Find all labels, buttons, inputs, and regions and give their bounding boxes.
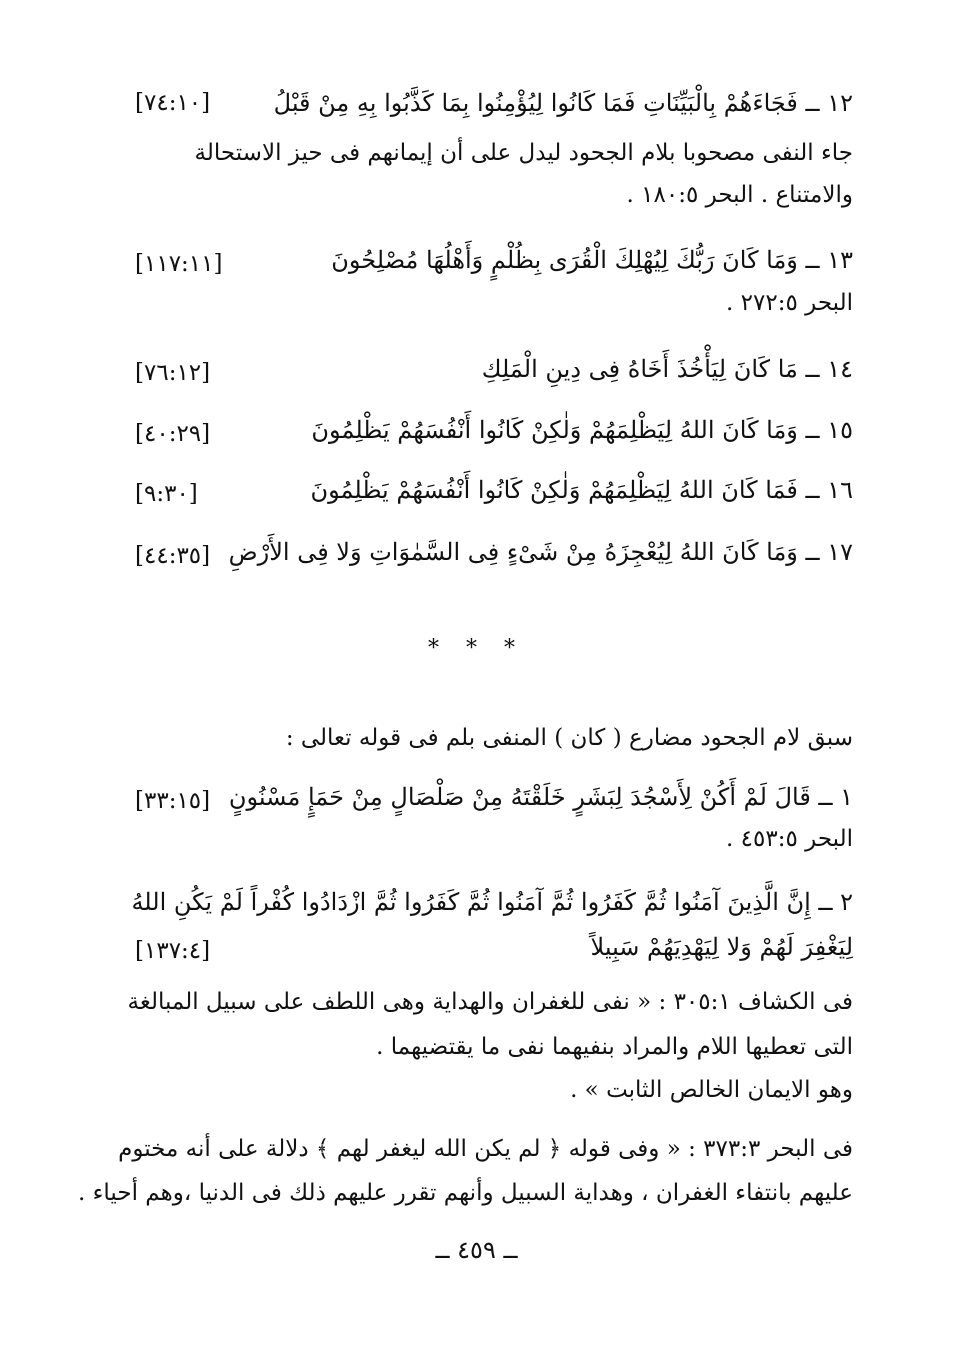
verse-15-text: ١٥ ــ وَمَا كَانَ اللهُ لِيَظْلِمَهُمْ وَلٰكِنْ كَانُوا أَنْفُسَهُمْ يَظْلِمُونَ <box>311 416 853 444</box>
kashshaf-quote-line-2: التى تعطيها اللام والمراد بنفيهما نفى ما يقتضيهما . <box>376 1034 853 1060</box>
verse-16-reference: [٩:٣٠] <box>135 481 198 507</box>
verse-2-line-1: ٢ ــ إِنَّ الَّذِينَ آمَنُوا ثُمَّ كَفَرُوا ثُمَّ آمَنُوا ثُمَّ كَفَرُوا ثُمَّ ازْدَادُوا كُفْراً لَمْ يَكُنِ اللهُ <box>131 888 853 916</box>
section-separator: * * * <box>428 636 525 661</box>
verse-14-reference: [٧٦:١٢] <box>135 360 211 386</box>
verse-12-text: ١٢ ــ فَجَاءَهُمْ بِالْبَيِّنَاتِ فَمَا كَانُوا لِيُؤْمِنُوا بِمَا كَذَّبُوا بِهِ مِنْ قَبْلُ <box>273 89 853 117</box>
verse-16-text: ١٦ ــ فَمَا كَانَ اللهُ لِيَظْلِمَهُمْ وَلٰكِنْ كَانُوا أَنْفُسَهُمْ يَظْلِمُونَ <box>310 476 853 504</box>
page-number: ــ ٤٥٩ ــ <box>435 1236 518 1264</box>
verse-14-text: ١٤ ــ مَا كَانَ لِيَأْخُذَ أَخَاهُ فِى دِينِ الْمَلِكِ <box>481 355 853 383</box>
kashshaf-quote-line-1: فى الكشاف ٣٠٥:١ : « نفى للغفران والهداية وهى اللطف على سبيل المبالغة <box>127 989 853 1015</box>
verse-1-reference: [٣٣:١٥] <box>135 788 211 814</box>
verse-2-line-2: لِيَغْفِرَ لَهُمْ وَلا لِيَهْدِيَهُمْ سَبِيلاً <box>590 933 853 961</box>
verse-12-commentary-line-1: جاء النفى مصحوبا بلام الجحود ليدل على أن إيمانهم فى حيز الاستحالة <box>194 140 853 166</box>
verse-13-source: البحر ٢٧٢:٥ . <box>726 290 853 316</box>
section-intro: سبق لام الجحود مضارع ( كان ) المنفى بلم فى قوله تعالى : <box>285 725 853 751</box>
verse-15-reference: [٤٠:٢٩] <box>135 421 211 447</box>
verse-1-text: ١ ــ قَالَ لَمْ أَكُنْ لِأَسْجُدَ لِبَشَرٍ خَلَقْتَهُ مِنْ صَلْصَالٍ مِنْ حَمَإٍ مَسْنُونٍ <box>228 783 853 811</box>
bahr-quote-line-2: عليهم بانتفاء الغفران ، وهداية السبيل وأنهم تقرر عليهم ذلك فى الدنيا ،وهم أحياء . <box>77 1180 853 1206</box>
verse-2-reference: [١٣٧:٤] <box>135 938 211 964</box>
kashshaf-quote-line-3: وهو الايمان الخالص الثابت » . <box>570 1077 853 1103</box>
verse-12-reference: [٧٤:١٠] <box>135 90 211 116</box>
verse-12-commentary-line-2: والامتناع . البحر ١٨٠:٥ . <box>626 182 853 208</box>
verse-1-source: البحر ٤٥٣:٥ . <box>726 826 853 852</box>
verse-17-reference: [٤٤:٣٥] <box>135 543 211 569</box>
bahr-quote-line-1: فى البحر ٣٧٣:٣ : « وفى قوله ﴿ لم يكن الله ليغفر لهم ﴾ دلالة على أنه مختوم <box>118 1136 853 1162</box>
verse-13-text: ١٣ ــ وَمَا كَانَ رَبُّكَ لِيُهْلِكَ الْقُرَى بِظُلْمٍ وَأَهْلُهَا مُصْلِحُونَ <box>331 246 853 274</box>
verse-17-text: ١٧ ــ وَمَا كَانَ اللهُ لِيُعْجِزَهُ مِنْ شَىْءٍ فِى السَّمٰوَاتِ وَلا فِى الأَرْضِ <box>228 538 853 566</box>
verse-13-reference: [١١٧:١١] <box>135 251 223 277</box>
